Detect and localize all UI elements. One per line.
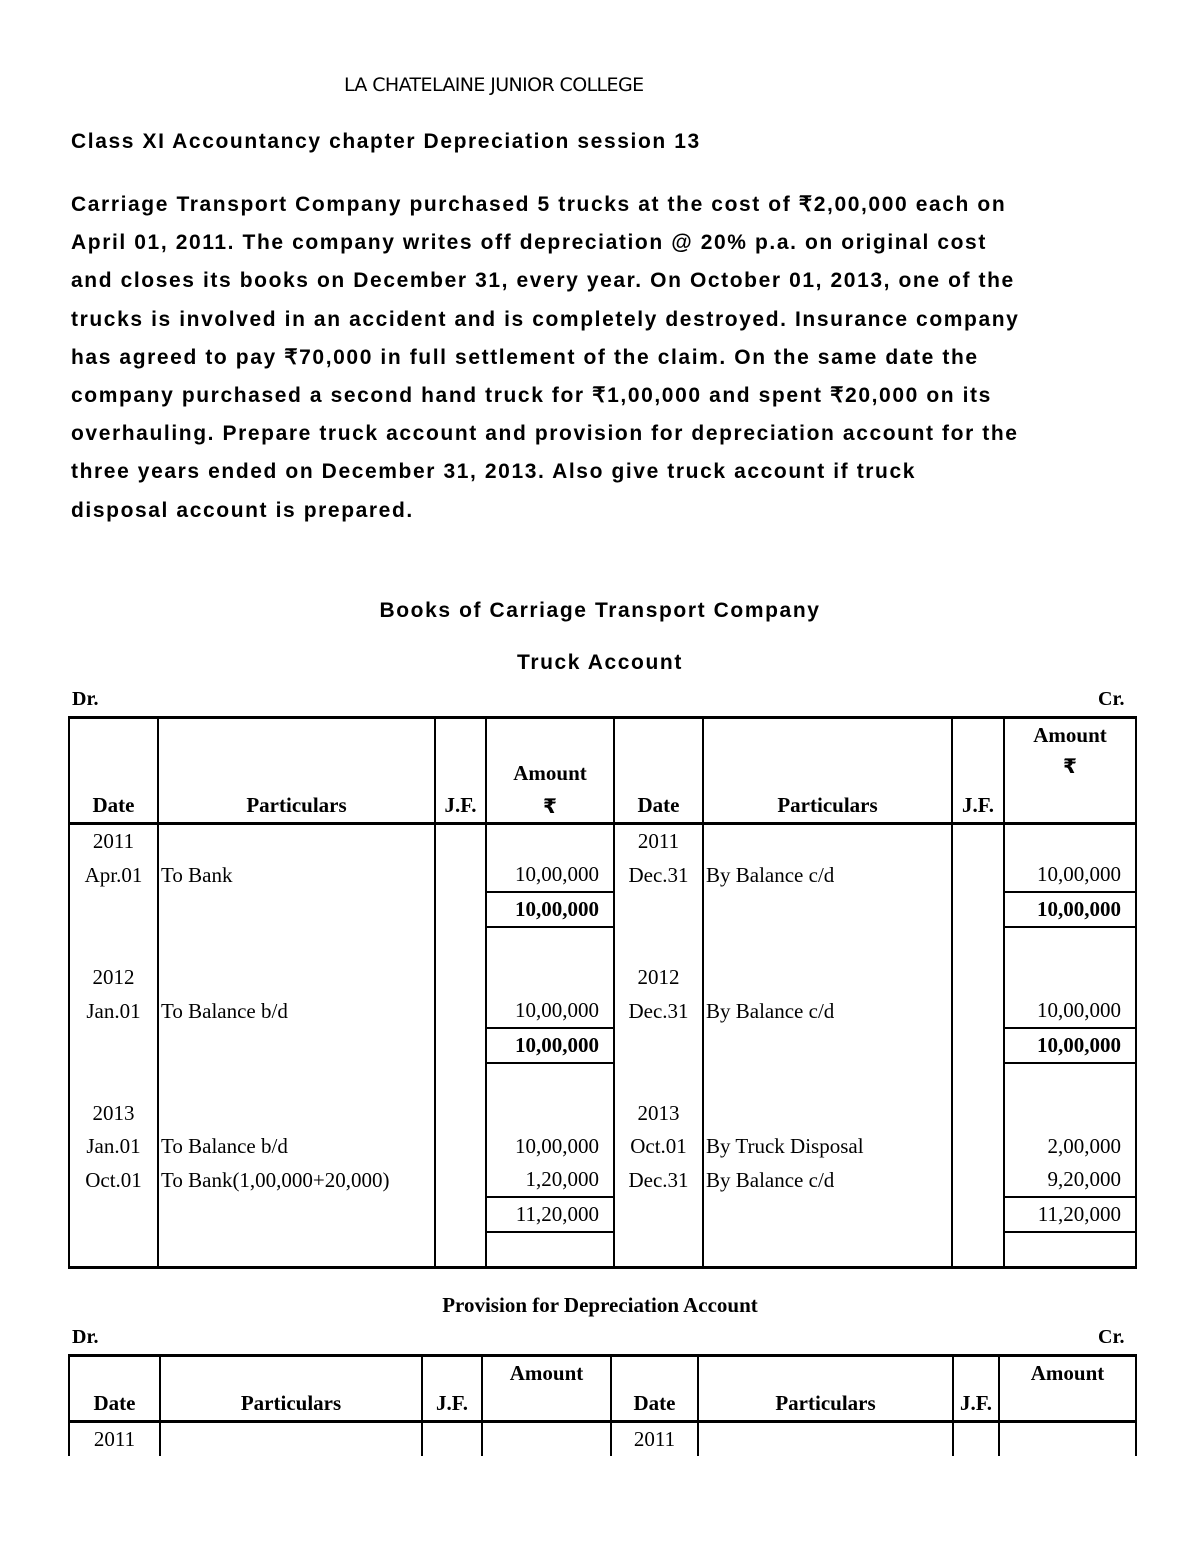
date-cell [69, 1063, 158, 1097]
particulars-cell [703, 927, 952, 961]
total-cell: 11,20,000 [1004, 1197, 1136, 1232]
particulars-cell [703, 1097, 952, 1130]
provision-account-title: Provision for Depreciation Account [442, 1293, 758, 1317]
books-title: Books of Carriage Transport Company [379, 599, 821, 622]
truck-account-title: Truck Account [517, 651, 683, 674]
date-cell [69, 927, 158, 961]
truck-cr-label: Cr. [1098, 688, 1125, 710]
jf-cell [435, 1197, 486, 1232]
jf-cell [435, 1163, 486, 1197]
header-amount [1004, 718, 1136, 824]
amount-cell [486, 1232, 614, 1268]
date-cell [614, 1028, 703, 1063]
total-cell: 10,00,000 [486, 892, 614, 927]
jf-cell [952, 1130, 1004, 1163]
provision-account-table [68, 1354, 1137, 1456]
header-particulars: Particulars [698, 1356, 953, 1422]
date-cell: 2012 [69, 961, 158, 994]
jf-cell [952, 892, 1004, 927]
jf-cell [953, 1422, 999, 1457]
date-cell: Oct.01 [614, 1130, 703, 1163]
amount-cell [1004, 1097, 1136, 1130]
table-row [69, 1197, 1136, 1232]
jf-cell [435, 927, 486, 961]
particulars-cell [160, 1422, 422, 1457]
amount-cell: 9,20,000 [1004, 1163, 1136, 1197]
amount-cell: 10,00,000 [486, 994, 614, 1028]
jf-cell [435, 1232, 486, 1268]
date-cell: 2013 [69, 1097, 158, 1130]
header-jf: J.F. [952, 718, 1004, 824]
provision-dr-label: Dr. [72, 1326, 99, 1348]
jf-cell [435, 1028, 486, 1063]
amount-cell [1004, 961, 1136, 994]
amount-cell: 10,00,000 [1004, 994, 1136, 1028]
header-jf: J.F. [953, 1356, 999, 1422]
particulars-cell: By Balance c/d [703, 858, 952, 892]
problem-line: Carriage Transport Company purchased 5 trucks at the cost of ₹2,00,000 each on [71, 193, 1007, 216]
header-particulars: Particulars [160, 1356, 422, 1422]
problem-line: three years ended on December 31, 2013. Also give truck account if truck [71, 460, 917, 484]
particulars-cell: By Balance c/d [703, 994, 952, 1028]
particulars-cell [703, 1028, 952, 1063]
jf-cell [952, 994, 1004, 1028]
date-cell [614, 927, 703, 961]
table-row [69, 927, 1136, 961]
particulars-cell [158, 1028, 435, 1063]
jf-cell [435, 824, 486, 859]
total-cell: 10,00,000 [486, 1028, 614, 1063]
date-cell [614, 1232, 703, 1268]
header-jf: J.F. [422, 1356, 482, 1422]
amount-cell [486, 927, 614, 961]
amount-cell [1004, 927, 1136, 961]
jf-cell [952, 858, 1004, 892]
amount-cell [486, 824, 614, 859]
jf-cell [435, 961, 486, 994]
date-cell [614, 892, 703, 927]
table-row [69, 1163, 1136, 1197]
total-cell: 11,20,000 [486, 1197, 614, 1232]
amount-label: Amount [1033, 723, 1107, 747]
problem-line: April 01, 2011. The company writes off depreciation @ 20% p.a. on original cost [71, 231, 987, 255]
jf-cell [422, 1422, 482, 1457]
jf-cell [435, 1063, 486, 1097]
jf-cell [435, 1130, 486, 1163]
particulars-cell [158, 927, 435, 961]
header-amount [486, 718, 614, 824]
table-row [69, 858, 1136, 892]
amount-cell [486, 1097, 614, 1130]
amount-cell [1004, 1232, 1136, 1268]
date-cell [69, 1232, 158, 1268]
amount-cell: 10,00,000 [486, 1130, 614, 1163]
amount-cell: 1,20,000 [486, 1163, 614, 1197]
table-row [69, 1232, 1136, 1268]
amount-cell [486, 1063, 614, 1097]
amount-cell [999, 1422, 1136, 1457]
date-cell: 2011 [69, 824, 158, 859]
problem-line: trucks is involved in an accident and is completely destroyed. Insurance company [71, 307, 1020, 331]
particulars-cell [703, 961, 952, 994]
header-jf: J.F. [435, 718, 486, 824]
jf-cell [952, 1063, 1004, 1097]
problem-line: overhauling. Prepare truck account and provision for depreciation account for the [71, 422, 1019, 446]
amount-label: Amount [513, 761, 587, 785]
date-cell: Oct.01 [69, 1163, 158, 1197]
particulars-cell: To Bank [158, 858, 435, 892]
jf-cell [435, 994, 486, 1028]
problem-line: and closes its books on December 31, every year. On October 01, 2013, one of the [71, 269, 1015, 293]
particulars-cell [158, 892, 435, 927]
header-date: Date [614, 718, 703, 824]
date-cell [614, 1197, 703, 1232]
particulars-cell [703, 892, 952, 927]
date-cell: 2011 [611, 1422, 698, 1457]
problem-statement [71, 186, 1139, 530]
amount-cell [482, 1422, 611, 1457]
particulars-cell [703, 1232, 952, 1268]
jf-cell [952, 1028, 1004, 1063]
table-row [69, 1422, 1136, 1457]
date-cell: 2011 [614, 824, 703, 859]
particulars-cell [703, 824, 952, 859]
jf-cell [435, 1097, 486, 1130]
date-cell: 2013 [614, 1097, 703, 1130]
header-date: Date [69, 1356, 160, 1422]
rupee-symbol: ₹ [543, 794, 557, 818]
table-row [69, 1097, 1136, 1130]
amount-cell: 10,00,000 [486, 858, 614, 892]
particulars-cell [698, 1422, 953, 1457]
provision-header-row [69, 1356, 1136, 1422]
date-cell: Jan.01 [69, 994, 158, 1028]
header-particulars: Particulars [158, 718, 435, 824]
particulars-cell [703, 1197, 952, 1232]
amount-cell [1004, 1063, 1136, 1097]
particulars-cell [158, 961, 435, 994]
header-particulars: Particulars [703, 718, 952, 824]
particulars-cell [158, 1232, 435, 1268]
table-row [69, 824, 1136, 859]
truck-dr-label: Dr. [72, 688, 99, 710]
provision-cr-label: Cr. [1098, 1326, 1125, 1348]
date-cell: Jan.01 [69, 1130, 158, 1163]
truck-header-row [69, 718, 1136, 824]
table-row [69, 892, 1136, 927]
particulars-cell: To Balance b/d [158, 1130, 435, 1163]
date-cell [69, 892, 158, 927]
date-cell: 2012 [614, 961, 703, 994]
amount-cell: 10,00,000 [1004, 858, 1136, 892]
date-cell: Dec.31 [614, 1163, 703, 1197]
amount-cell: 2,00,000 [1004, 1130, 1136, 1163]
jf-cell [952, 1232, 1004, 1268]
particulars-cell: To Balance b/d [158, 994, 435, 1028]
date-cell: Dec.31 [614, 994, 703, 1028]
jf-cell [952, 824, 1004, 859]
header-date: Date [69, 718, 158, 824]
particulars-cell: By Balance c/d [703, 1163, 952, 1197]
problem-line: disposal account is prepared. [71, 498, 414, 522]
particulars-cell [158, 824, 435, 859]
table-row [69, 961, 1136, 994]
date-cell: Apr.01 [69, 858, 158, 892]
truck-account-table [68, 716, 1137, 1269]
session-heading: Class XI Accountancy chapter Depreciation session 13 [71, 130, 701, 153]
rupee-symbol: ₹ [1063, 754, 1077, 778]
table-row [69, 1063, 1136, 1097]
date-cell: Dec.31 [614, 858, 703, 892]
college-name: LA CHATELAINE JUNIOR COLLEGE [344, 74, 644, 96]
date-cell [69, 1028, 158, 1063]
amount-cell [1004, 824, 1136, 859]
particulars-cell: By Truck Disposal [703, 1130, 952, 1163]
jf-cell [435, 892, 486, 927]
header-amount: Amount [482, 1356, 611, 1422]
particulars-cell [703, 1063, 952, 1097]
particulars-cell [158, 1197, 435, 1232]
particulars-cell [158, 1063, 435, 1097]
jf-cell [952, 1197, 1004, 1232]
table-row [69, 994, 1136, 1028]
table-row [69, 1028, 1136, 1063]
problem-line: has agreed to pay ₹70,000 in full settlement of the claim. On the same date the [71, 345, 979, 369]
header-amount: Amount [999, 1356, 1136, 1422]
table-row [69, 1130, 1136, 1163]
jf-cell [952, 1097, 1004, 1130]
particulars-cell [158, 1097, 435, 1130]
total-cell: 10,00,000 [1004, 1028, 1136, 1063]
jf-cell [952, 961, 1004, 994]
date-cell [69, 1197, 158, 1232]
particulars-cell: To Bank(1,00,000+20,000) [158, 1163, 435, 1197]
jf-cell [435, 858, 486, 892]
amount-cell [486, 961, 614, 994]
problem-line: company purchased a second hand truck for ₹1,00,000 and spent ₹20,000 on its [71, 384, 992, 408]
header-date: Date [611, 1356, 698, 1422]
jf-cell [952, 1163, 1004, 1197]
jf-cell [952, 927, 1004, 961]
date-cell: 2011 [69, 1422, 160, 1457]
date-cell [614, 1063, 703, 1097]
total-cell: 10,00,000 [1004, 892, 1136, 927]
